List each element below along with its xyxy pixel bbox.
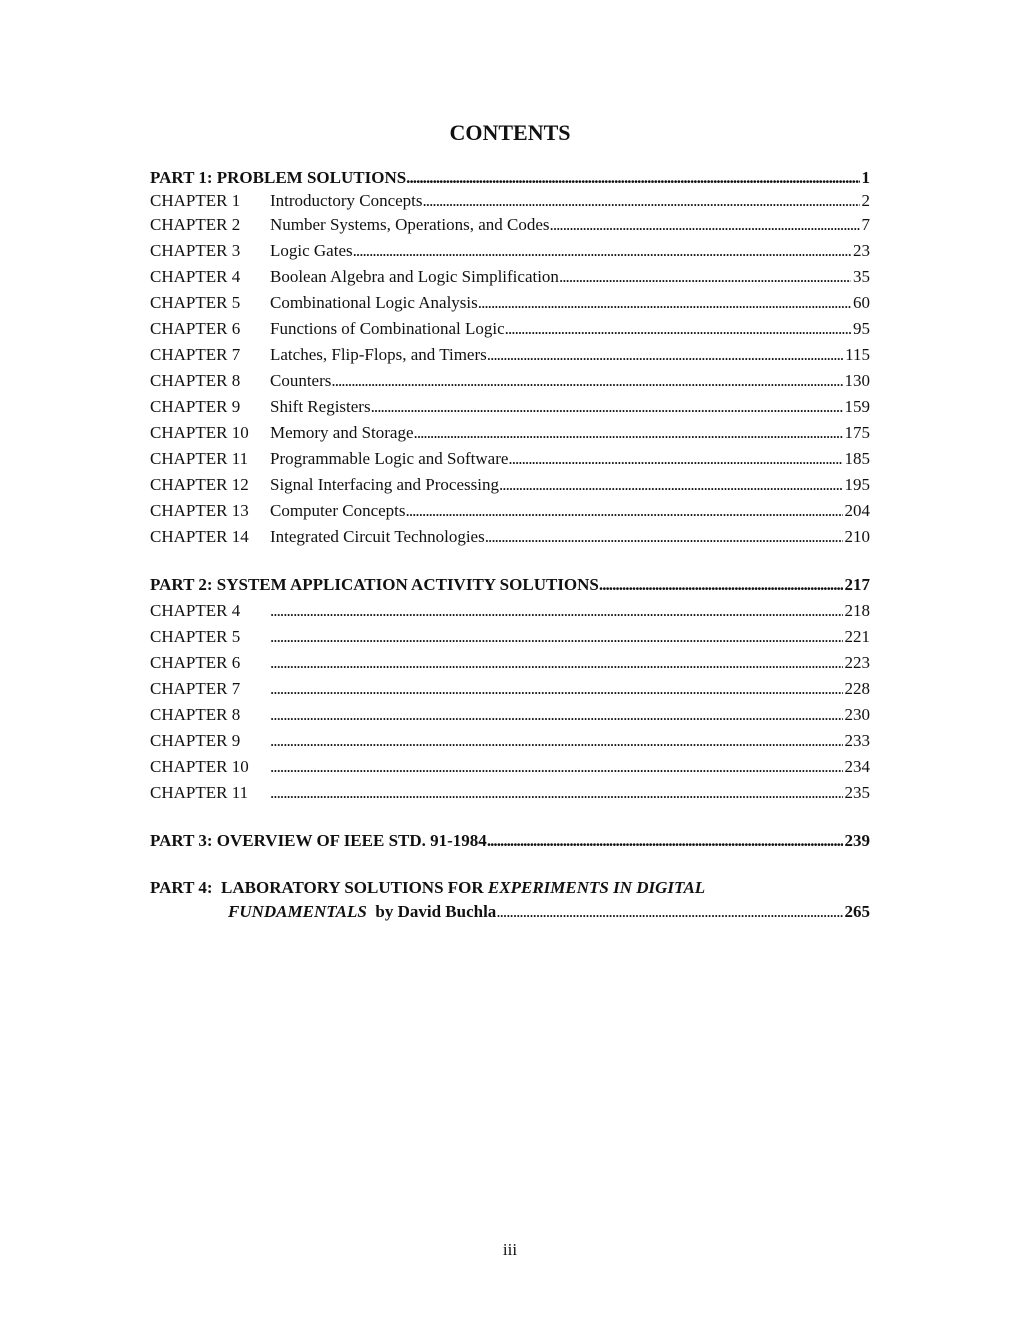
chapter-page: 175 xyxy=(844,423,870,442)
toc-part-4[interactable] xyxy=(150,876,870,924)
toc-chapter-row[interactable] xyxy=(150,190,870,212)
dot-leader xyxy=(496,900,842,924)
dot-leader xyxy=(508,446,842,472)
chapter-page: 60 xyxy=(853,293,870,312)
dot-leader xyxy=(485,524,843,550)
dot-leader xyxy=(550,212,860,238)
part-3-label: PART 3: OVERVIEW OF IEEE STD. 91-1984 xyxy=(150,831,487,850)
chapter-label: CHAPTER 7 xyxy=(150,345,241,364)
dot-leader xyxy=(478,290,851,316)
chapter-label: CHAPTER 11 xyxy=(150,449,249,468)
chapter-page: 195 xyxy=(844,475,870,494)
toc-chapter-row[interactable] xyxy=(150,498,870,524)
toc-chapter-row[interactable] xyxy=(150,702,870,728)
part-4-line-1 xyxy=(150,876,870,900)
dot-leader xyxy=(270,780,843,806)
dot-leader xyxy=(487,828,843,854)
page-number: iii xyxy=(502,1240,518,1259)
toc-chapter-row[interactable] xyxy=(150,316,870,342)
chapter-title: Shift Registers xyxy=(270,397,371,416)
dot-leader xyxy=(423,190,860,212)
toc-chapter-row[interactable] xyxy=(150,238,870,264)
toc-chapter-row[interactable] xyxy=(150,394,870,420)
dot-leader xyxy=(505,316,851,342)
chapter-title: Number Systems, Operations, and Codes xyxy=(270,215,550,234)
chapter-label: CHAPTER 6 xyxy=(150,319,241,338)
toc-chapter-row[interactable] xyxy=(150,290,870,316)
chapter-page: 210 xyxy=(844,527,870,546)
chapter-page: 115 xyxy=(845,345,870,364)
chapter-label: CHAPTER 8 xyxy=(150,705,241,724)
chapter-page: 2 xyxy=(861,191,870,210)
chapter-label: CHAPTER 6 xyxy=(150,653,241,672)
chapter-title: Logic Gates xyxy=(270,241,353,260)
chapter-label: CHAPTER 11 xyxy=(150,783,249,802)
toc-chapter-row[interactable] xyxy=(150,446,870,472)
dot-leader xyxy=(270,754,843,780)
chapter-title: Combinational Logic Analysis xyxy=(270,293,478,312)
part-1-label: PART 1: PROBLEM SOLUTIONS xyxy=(150,168,407,187)
toc-part-2[interactable] xyxy=(150,572,870,598)
dot-leader xyxy=(487,342,843,368)
chapter-title: Programmable Logic and Software xyxy=(270,449,509,468)
chapter-page: 159 xyxy=(844,397,870,416)
toc-chapter-row[interactable] xyxy=(150,728,870,754)
dot-leader xyxy=(353,238,851,264)
chapter-label: CHAPTER 7 xyxy=(150,679,241,698)
chapter-page: 235 xyxy=(844,783,870,802)
chapter-title: Integrated Circuit Technologies xyxy=(270,527,485,546)
chapter-label: CHAPTER 13 xyxy=(150,501,249,520)
toc-chapter-row[interactable] xyxy=(150,420,870,446)
dot-leader xyxy=(371,394,843,420)
chapter-title: Memory and Storage xyxy=(270,423,414,442)
chapter-title: Signal Interfacing and Processing xyxy=(270,475,499,494)
dot-leader xyxy=(414,420,843,446)
toc-chapter-row[interactable] xyxy=(150,342,870,368)
toc-chapter-row[interactable] xyxy=(150,368,870,394)
toc-part-3[interactable] xyxy=(150,828,870,854)
chapter-title: Latches, Flip-Flops, and Timers xyxy=(270,345,487,364)
chapter-label: CHAPTER 5 xyxy=(150,627,241,646)
part-4-label-italic-2: FUNDAMENTALS xyxy=(228,902,367,921)
dot-leader xyxy=(499,472,843,498)
chapter-label: CHAPTER 2 xyxy=(150,215,241,234)
dot-leader xyxy=(406,498,843,524)
chapter-title: Functions of Combinational Logic xyxy=(270,319,505,338)
chapter-label: CHAPTER 4 xyxy=(150,601,241,620)
dot-leader xyxy=(270,676,843,702)
chapter-page: 221 xyxy=(844,627,870,646)
chapter-page: 234 xyxy=(844,757,870,776)
part-1-page: 1 xyxy=(861,168,870,187)
dot-leader xyxy=(270,702,843,728)
chapter-label: CHAPTER 9 xyxy=(150,731,241,750)
chapter-page: 23 xyxy=(853,241,870,260)
chapter-page: 7 xyxy=(861,215,870,234)
toc-chapter-row[interactable] xyxy=(150,264,870,290)
page-title: CONTENTS xyxy=(449,120,571,145)
chapter-label: CHAPTER 1 xyxy=(150,191,241,210)
chapter-label: CHAPTER 10 xyxy=(150,757,249,776)
chapter-label: CHAPTER 4 xyxy=(150,267,241,286)
chapter-label: CHAPTER 12 xyxy=(150,475,249,494)
chapter-page: 218 xyxy=(844,601,870,620)
chapter-page: 223 xyxy=(844,653,870,672)
toc-chapter-row[interactable] xyxy=(150,472,870,498)
dot-leader xyxy=(406,166,859,190)
chapter-page: 204 xyxy=(844,501,870,520)
part-2-page: 217 xyxy=(844,575,870,594)
part-4-line-2 xyxy=(150,900,870,924)
chapter-page: 230 xyxy=(844,705,870,724)
toc-chapter-row[interactable] xyxy=(150,524,870,550)
chapter-page: 233 xyxy=(844,731,870,750)
chapter-label: CHAPTER 8 xyxy=(150,371,241,390)
toc-chapter-row[interactable] xyxy=(150,212,870,238)
toc-chapter-row[interactable] xyxy=(150,650,870,676)
chapter-page: 95 xyxy=(853,319,870,338)
part-4-label-prefix: PART 4: LABORATORY SOLUTIONS FOR xyxy=(150,878,488,897)
part-4-page: 265 xyxy=(844,902,870,921)
dot-leader xyxy=(559,264,851,290)
toc-chapter-row[interactable] xyxy=(150,598,870,624)
toc-chapter-row[interactable] xyxy=(150,624,870,650)
chapter-label: CHAPTER 9 xyxy=(150,397,241,416)
chapter-label: CHAPTER 5 xyxy=(150,293,241,312)
dot-leader xyxy=(331,368,842,394)
chapter-page: 185 xyxy=(844,449,870,468)
dot-leader xyxy=(270,624,843,650)
chapter-title: Counters xyxy=(270,371,332,390)
chapter-page: 35 xyxy=(853,267,870,286)
chapter-label: CHAPTER 10 xyxy=(150,423,249,442)
chapter-title: Introductory Concepts xyxy=(270,191,423,210)
toc-chapter-row[interactable] xyxy=(150,780,870,806)
table-of-contents xyxy=(150,166,870,924)
chapter-title: Computer Concepts xyxy=(270,501,406,520)
part-4-label-italic-1: EXPERIMENTS IN DIGITAL xyxy=(487,878,706,897)
chapter-label: CHAPTER 3 xyxy=(150,241,241,260)
toc-chapter-row[interactable] xyxy=(150,676,870,702)
part-2-label: PART 2: SYSTEM APPLICATION ACTIVITY SOLUTIONS xyxy=(150,575,599,594)
chapter-page: 228 xyxy=(844,679,870,698)
chapter-title: Boolean Algebra and Logic Simplification xyxy=(270,267,559,286)
dot-leader xyxy=(270,728,843,754)
part-4-label-suffix: by David Buchla xyxy=(366,902,497,921)
dot-leader xyxy=(270,598,843,624)
chapter-label: CHAPTER 14 xyxy=(150,527,249,546)
chapter-page: 130 xyxy=(844,371,870,390)
toc-part-1[interactable] xyxy=(150,166,870,190)
dot-leader xyxy=(599,572,843,598)
toc-chapter-row[interactable] xyxy=(150,754,870,780)
dot-leader xyxy=(270,650,843,676)
part-3-page: 239 xyxy=(844,831,870,850)
